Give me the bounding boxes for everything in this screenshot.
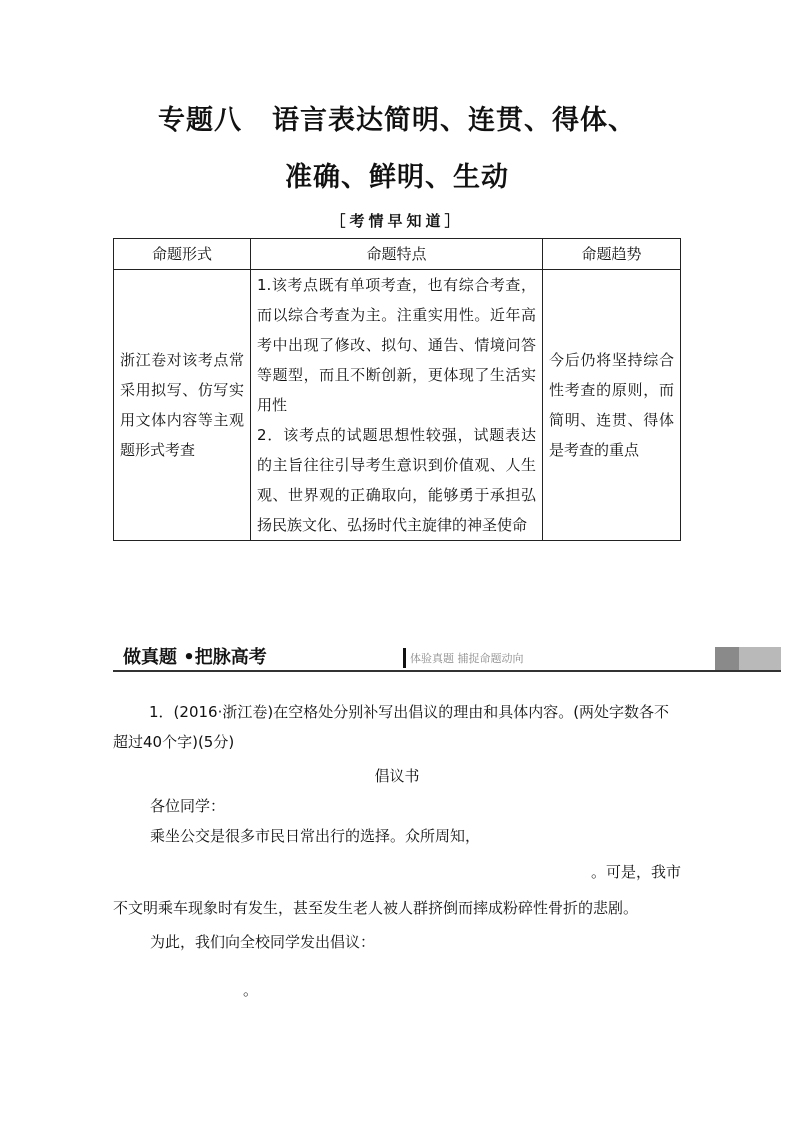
divider-pipe (403, 648, 406, 668)
section-heading: 做真题 •把脉高考 (123, 647, 267, 668)
table-header-row (114, 239, 681, 270)
topic-title-part1: 语言表达简明、连贯、得体、 (272, 105, 636, 136)
table-row (114, 270, 681, 541)
page-title-line2: 准确、鲜明、生动 (285, 162, 509, 193)
cell-form: 浙江卷对该考点常采用拟写、仿写实用文体内容等主观题形式考查 (114, 270, 251, 541)
proposal-line-1: 乘坐公交是很多市民日常出行的选择。众所周知， (150, 827, 481, 845)
section-tagline: 体验真题 捕捉命题动向 (410, 652, 524, 665)
proposal-line-5: 。 (243, 981, 259, 999)
page-title-line1 (0, 98, 794, 137)
decor-block-light (739, 647, 781, 670)
proposal-title: 倡议书 (374, 767, 420, 785)
topic-number: 专题八 (158, 105, 242, 136)
cell-trend: 今后仍将坚持综合性考查的原则，而简明、连贯、得体是考查的重点 (543, 270, 681, 541)
header-form: 命题形式 (114, 239, 251, 270)
feature-point-1: 1.该考点既有单项考查，也有综合考查，而以综合考查为主。注重实用性。近年高考中出现了修改、拟句、通告、情境问答等题型，而且不断创新，更体现了生活实用性 (257, 276, 536, 414)
section-subtitle: ［考情早知道］ (330, 212, 464, 230)
header-trend: 命题趋势 (543, 239, 681, 270)
decor-block-dark (715, 647, 739, 670)
proposal-line-4: 为此，我们向全校同学发出倡议： (150, 933, 376, 951)
exam-info-table (113, 238, 681, 541)
proposal-line-2: 。可是，我市 (590, 863, 681, 881)
question-intro: 1．(2016·浙江卷)在空格处分别补写出倡议的理由和具体内容。(两处字数各不超过40个字)(5分) (113, 703, 670, 751)
feature-point-2: 2．该考点的试题思想性较强，试题表达的主旨往往引导考生意识到价值观、人生观、世界观的正确取向，能够勇于承担弘扬民族文化、弘扬时代主旋律的神圣使命 (257, 426, 536, 534)
section-underline (113, 670, 781, 672)
cell-features (251, 270, 543, 541)
proposal-greeting: 各位同学： (150, 797, 226, 815)
section-header-bar (113, 644, 781, 672)
proposal-line-3: 不文明乘车现象时有发生，甚至发生老人被人群挤倒而摔成粉碎性骨折的悲剧。 (113, 899, 639, 917)
header-features: 命题特点 (251, 239, 543, 270)
